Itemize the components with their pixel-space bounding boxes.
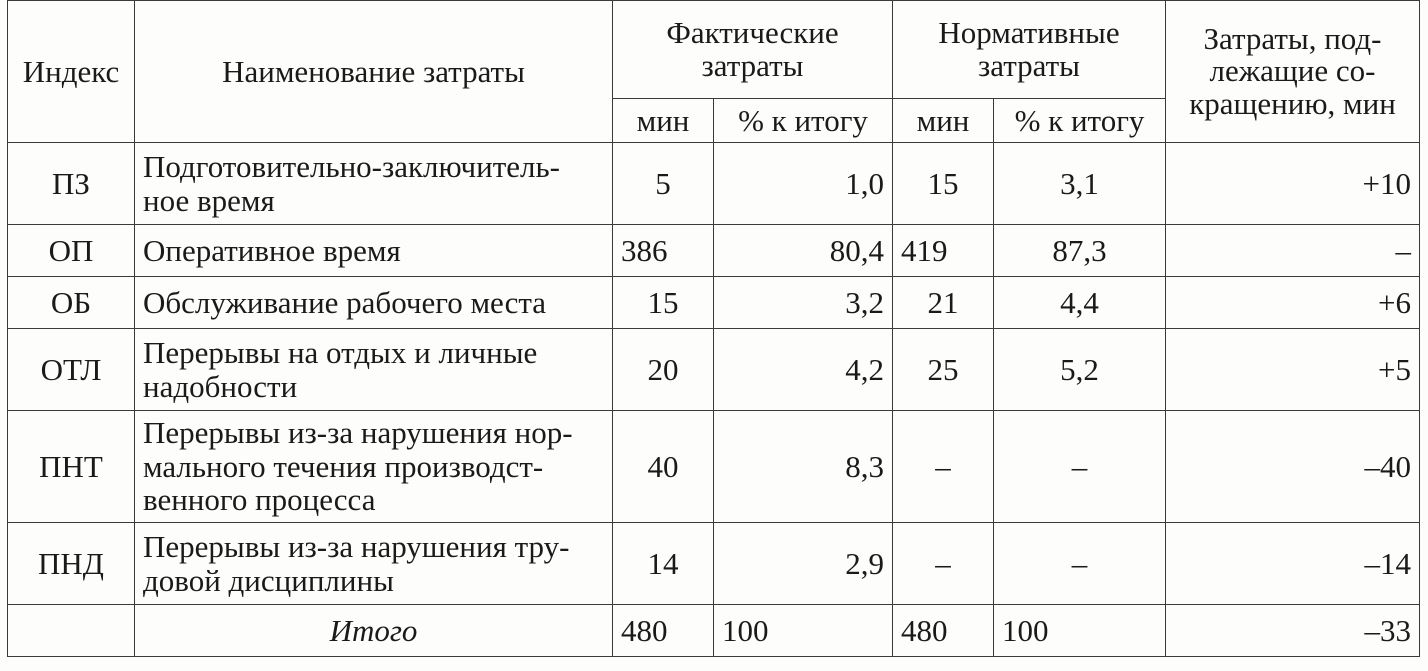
cell-reduce: –14 [1166, 523, 1420, 605]
cell-actual-min: 14 [613, 523, 714, 605]
cell-normative-min: 15 [893, 143, 994, 225]
cell-normative-min: 21 [893, 277, 994, 329]
cell-name: Перерывы на отдых и личные надобности [135, 329, 613, 411]
cell-actual-min: 386 [613, 225, 714, 277]
table-row [8, 143, 1420, 225]
cell-normative-pct: – [994, 523, 1166, 605]
cell-normative-min: 419 [893, 225, 994, 277]
header-normative-pct: % к итогу [994, 99, 1166, 143]
header-actual [613, 1, 893, 99]
cell-actual-min: 40 [613, 411, 714, 523]
cell-index: ПНТ [8, 411, 135, 523]
header-reduce-text: Затраты, под-лежащие со-кращению, мин [1189, 20, 1396, 121]
cell-normative-pct: 4,4 [994, 277, 1166, 329]
cell-actual-pct: 1,0 [714, 143, 893, 225]
cell-reduce: +6 [1166, 277, 1420, 329]
time-costs-table [7, 0, 1420, 657]
cell-total-normative-pct: 100 [994, 605, 1166, 657]
cell-name: Оперативное время [135, 225, 613, 277]
header-actual-text: Фактические затраты [666, 14, 839, 83]
table-row [8, 411, 1420, 523]
cell-normative-min: – [893, 411, 994, 523]
header-reduce [1166, 1, 1420, 143]
header-normative-min: мин [893, 99, 994, 143]
cell-actual-min: 5 [613, 143, 714, 225]
cell-normative-min: 25 [893, 329, 994, 411]
cell-total-normative-min: 480 [893, 605, 994, 657]
cell-index: ПНД [8, 523, 135, 605]
cell-reduce: – [1166, 225, 1420, 277]
table-header-row [8, 1, 1420, 99]
cell-normative-pct: 5,2 [994, 329, 1166, 411]
table-row [8, 329, 1420, 411]
cell-reduce: +5 [1166, 329, 1420, 411]
cell-total-label: Итого [135, 605, 613, 657]
table-row [8, 277, 1420, 329]
cell-normative-pct: 87,3 [994, 225, 1166, 277]
cell-reduce: +10 [1166, 143, 1420, 225]
cell-normative-min: – [893, 523, 994, 605]
cell-total-reduce: –33 [1166, 605, 1420, 657]
header-index: Индекс [8, 1, 135, 143]
header-normative [893, 1, 1166, 99]
cell-name: Перерывы из-за нарушения нор-мального течения производст-венного процесса [135, 411, 613, 523]
cell-index: ОТЛ [8, 329, 135, 411]
header-name: Наименование затраты [135, 1, 613, 143]
cell-name: Подготовительно-заключитель-ное время [135, 143, 613, 225]
cell-actual-pct: 3,2 [714, 277, 893, 329]
table-row [8, 225, 1420, 277]
cell-name: Перерывы из-за нарушения тру-довой дисциплины [135, 523, 613, 605]
cell-index: ОБ [8, 277, 135, 329]
cell-actual-pct: 80,4 [714, 225, 893, 277]
cell-actual-min: 20 [613, 329, 714, 411]
cell-total-index [8, 605, 135, 657]
cell-name: Обслуживание рабочего места [135, 277, 613, 329]
cell-total-actual-pct: 100 [714, 605, 893, 657]
table-total-row [8, 605, 1420, 657]
cell-total-actual-min: 480 [613, 605, 714, 657]
cell-index: ПЗ [8, 143, 135, 225]
cell-index: ОП [8, 225, 135, 277]
header-actual-pct: % к итогу [714, 99, 893, 143]
cell-normative-pct: – [994, 411, 1166, 523]
cell-actual-pct: 2,9 [714, 523, 893, 605]
table-row [8, 523, 1420, 605]
cell-reduce: –40 [1166, 411, 1420, 523]
header-actual-min: мин [613, 99, 714, 143]
cell-actual-min: 15 [613, 277, 714, 329]
cell-normative-pct: 3,1 [994, 143, 1166, 225]
header-normative-text: Нормативные затраты [938, 14, 1120, 83]
cell-actual-pct: 4,2 [714, 329, 893, 411]
cell-actual-pct: 8,3 [714, 411, 893, 523]
